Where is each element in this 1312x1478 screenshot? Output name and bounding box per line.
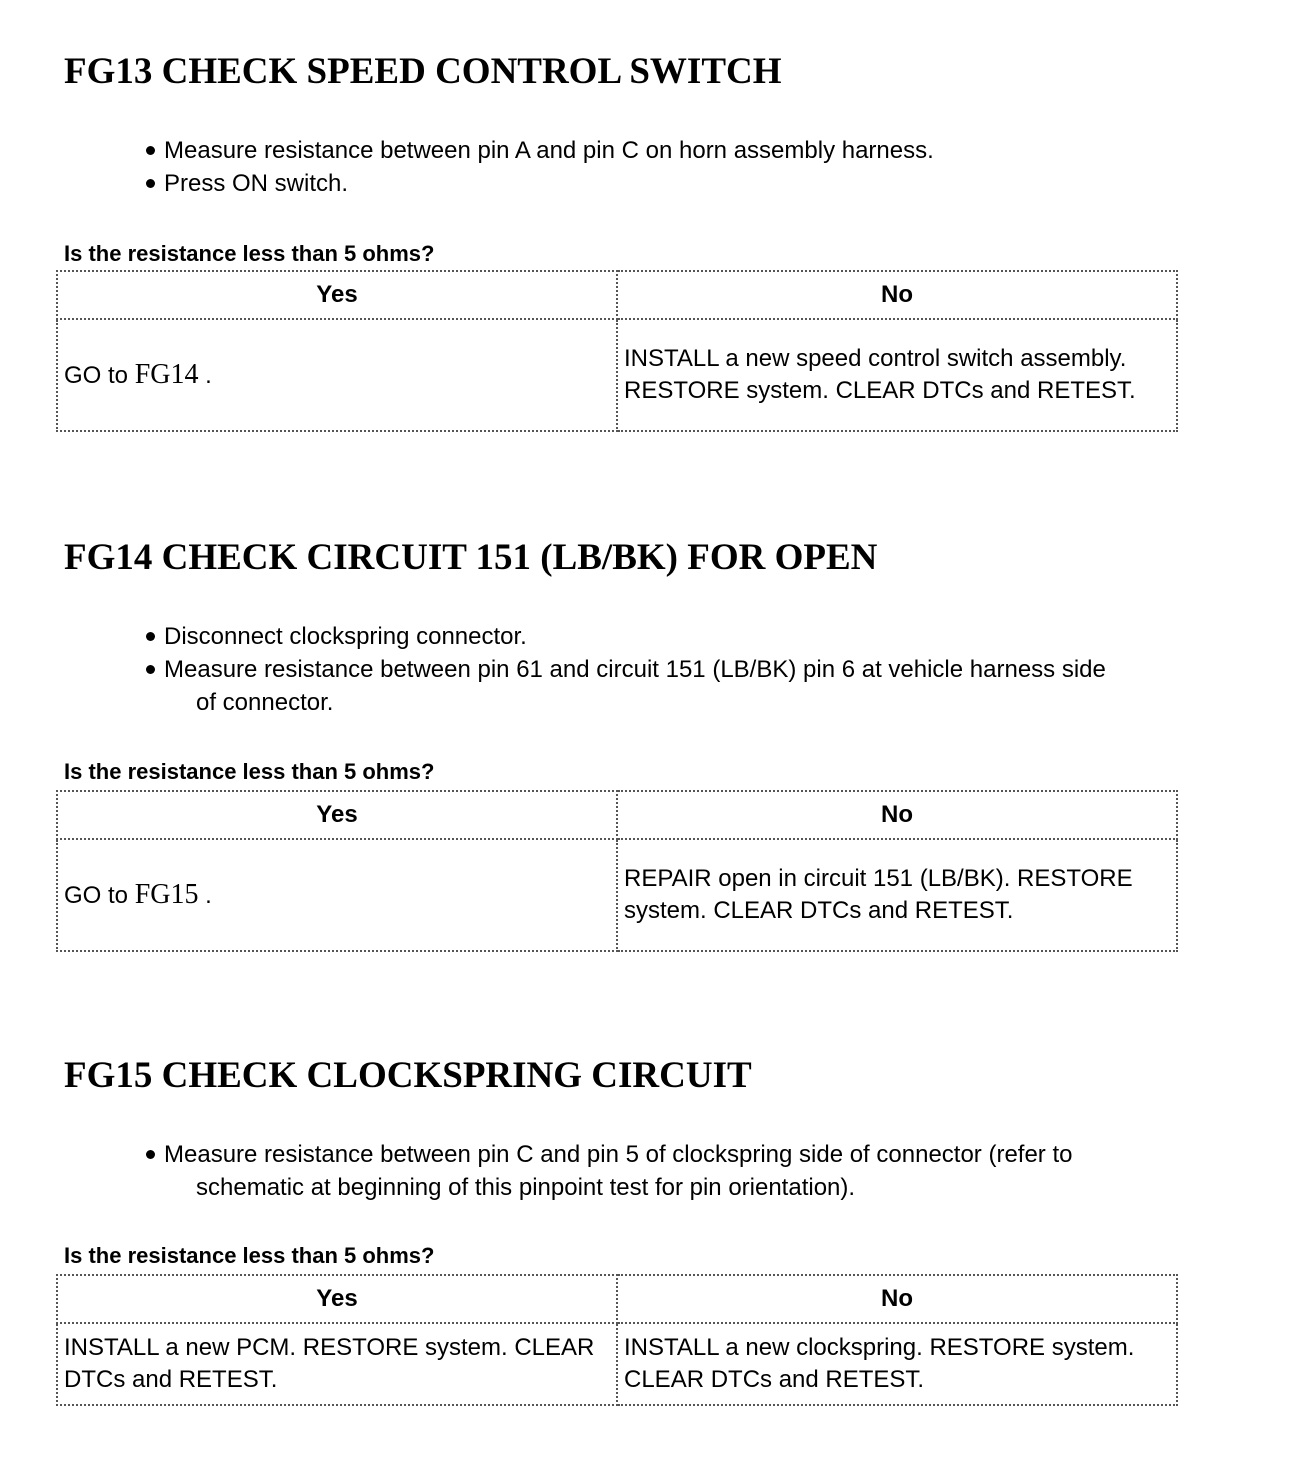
bullet-icon xyxy=(146,1150,155,1159)
step-item: Disconnect clockspring connector. xyxy=(146,620,1266,653)
yes-header: Yes xyxy=(57,271,617,319)
yes-cell: GO to FG14 . xyxy=(57,319,617,431)
no-header: No xyxy=(617,791,1177,839)
answer-table xyxy=(56,790,1178,952)
step-reference-link[interactable]: FG14 xyxy=(134,358,199,390)
question: Is the resistance less than 5 ohms? xyxy=(64,1243,435,1268)
bullet-icon xyxy=(146,665,155,674)
step-list xyxy=(146,134,1266,200)
step-item: Press ON switch. xyxy=(146,167,1266,200)
question: Is the resistance less than 5 ohms? xyxy=(64,759,435,784)
no-header: No xyxy=(617,1275,1177,1323)
section-title: FG13 CHECK SPEED CONTROL SWITCH xyxy=(64,51,782,92)
no-header: No xyxy=(617,271,1177,319)
yes-cell: GO to FG15 . xyxy=(57,839,617,951)
section-title: FG14 CHECK CIRCUIT 151 (LB/BK) FOR OPEN xyxy=(64,537,878,578)
step-item-continuation: of connector. xyxy=(196,689,334,716)
step-item: Measure resistance between pin C and pin 5 of clockspring side of connector (refer to xyxy=(146,1138,1266,1171)
question: Is the resistance less than 5 ohms? xyxy=(64,241,435,266)
section-title: FG15 CHECK CLOCKSPRING CIRCUIT xyxy=(64,1055,752,1096)
step-list xyxy=(146,620,1266,719)
yes-header: Yes xyxy=(57,1275,617,1323)
step-item-continuation: schematic at beginning of this pinpoint test for pin orientation). xyxy=(196,1174,856,1201)
yes-cell: INSTALL a new PCM. RESTORE system. CLEAR DTCs and RETEST. xyxy=(57,1323,617,1405)
step-item: Measure resistance between pin A and pin C on horn assembly harness. xyxy=(146,134,1266,167)
answer-table xyxy=(56,1274,1178,1406)
step-reference-link[interactable]: FG15 xyxy=(134,878,199,910)
bullet-icon xyxy=(146,179,155,188)
bullet-icon xyxy=(146,632,155,641)
no-cell: INSTALL a new speed control switch assembly. RESTORE system. CLEAR DTCs and RETEST. xyxy=(617,319,1177,431)
yes-header: Yes xyxy=(57,791,617,839)
answer-table xyxy=(56,270,1178,432)
no-cell: REPAIR open in circuit 151 (LB/BK). RESTORE system. CLEAR DTCs and RETEST. xyxy=(617,839,1177,951)
bullet-icon xyxy=(146,146,155,155)
step-list xyxy=(146,1138,1266,1204)
step-item: Measure resistance between pin 61 and circuit 151 (LB/BK) pin 6 at vehicle harness side xyxy=(146,653,1266,686)
no-cell: INSTALL a new clockspring. RESTORE system. CLEAR DTCs and RETEST. xyxy=(617,1323,1177,1405)
